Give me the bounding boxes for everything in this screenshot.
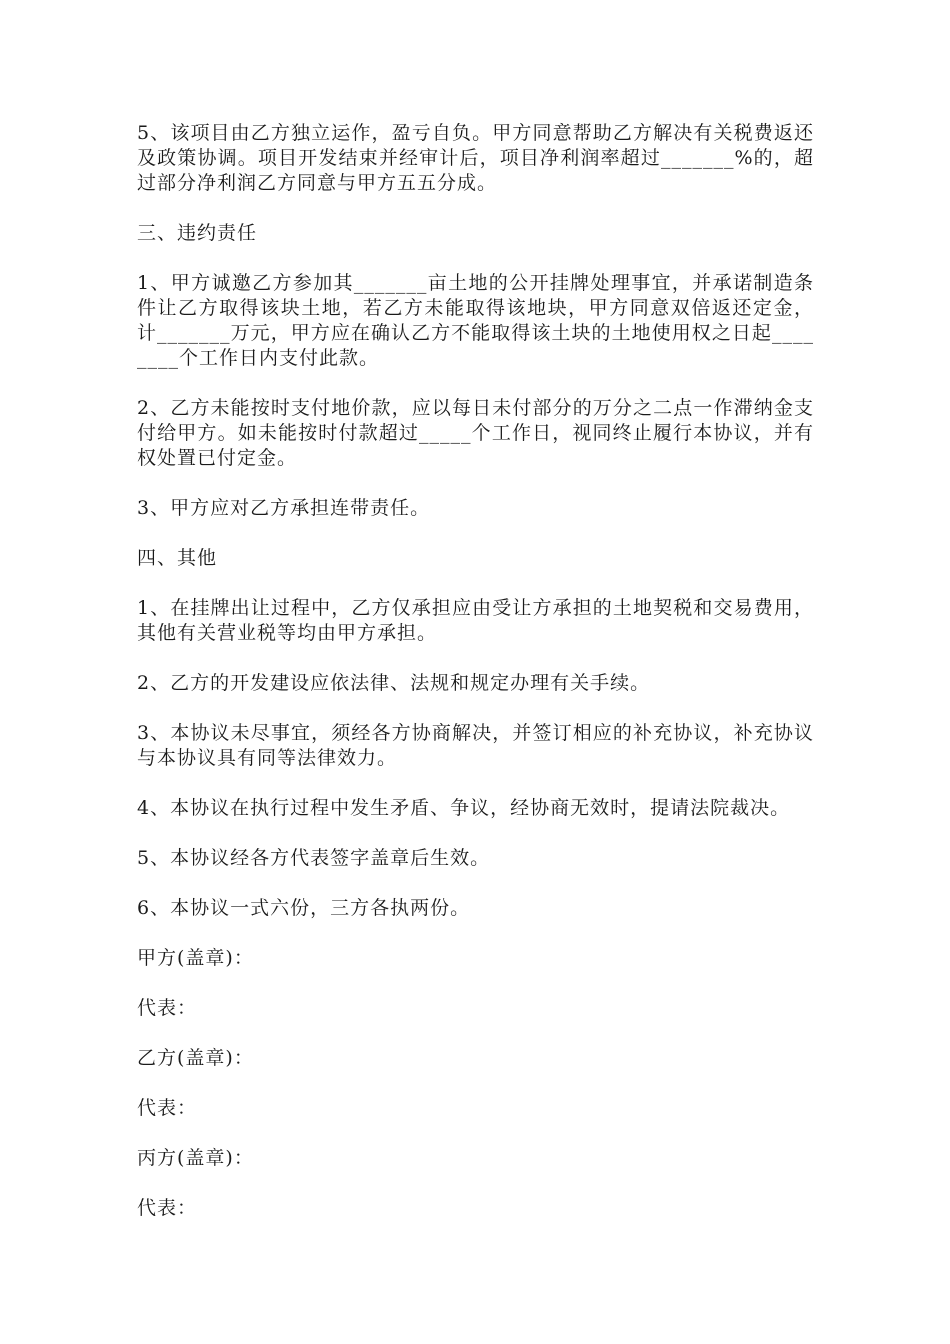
signature-party-b: 乙方(盖章)：	[137, 1047, 254, 1069]
document-body	[137, 121, 814, 1246]
clause-2-5: 5、该项目由乙方独立运作，盈亏自负。甲方同意帮助乙方解决有关税费返还及政策协调。项目开发结束并经审计后，项目净利润率超过_______%的，超过部分净利润乙方同意与甲方五五分成。	[137, 122, 814, 194]
clause-4-1: 1、在挂牌出让过程中，乙方仅承担应由受让方承担的土地契税和交易费用，其他有关营业税等均由甲方承担。	[137, 597, 814, 644]
clause-3-1: 1、甲方诚邀乙方参加其_______亩土地的公开挂牌处理事宜，并承诺制造条件让乙方取得该块土地，若乙方未能取得该地块，甲方同意双倍返还定金，计_______万元，甲方应在确认乙方不能取得该土块的土地使用权之日起________个工作日内支付此款。	[137, 272, 814, 369]
clause-4-4: 4、本协议在执行过程中发生矛盾、争议，经协商无效时，提请法院裁决。	[137, 797, 791, 819]
clause-4-3: 3、本协议未尽事宜，须经各方协商解决，并签订相应的补充协议，补充协议与本协议具有同等法律效力。	[137, 722, 814, 769]
clause-3-3: 3、甲方应对乙方承担连带责任。	[137, 497, 431, 519]
section-3-title: 三、违约责任	[137, 222, 258, 244]
section-4-title: 四、其他	[137, 547, 218, 569]
clause-4-5: 5、本协议经各方代表签字盖章后生效。	[137, 847, 491, 869]
clause-3-2: 2、乙方未能按时支付地价款，应以每日未付部分的万分之二点一作滞纳金支付给甲方。如未能按时付款超过_____个工作日，视同终止履行本协议，并有权处置已付定金。	[137, 397, 814, 469]
signature-party-c: 丙方(盖章)：	[137, 1147, 254, 1169]
signature-party-c-rep: 代表：	[137, 1197, 198, 1219]
signature-party-a: 甲方(盖章)：	[137, 947, 254, 969]
clause-4-6: 6、本协议一式六份，三方各执两份。	[137, 897, 471, 919]
signature-party-b-rep: 代表：	[137, 1097, 198, 1119]
clause-4-2: 2、乙方的开发建设应依法律、法规和规定办理有关手续。	[137, 672, 651, 694]
signature-party-a-rep: 代表：	[137, 997, 198, 1019]
